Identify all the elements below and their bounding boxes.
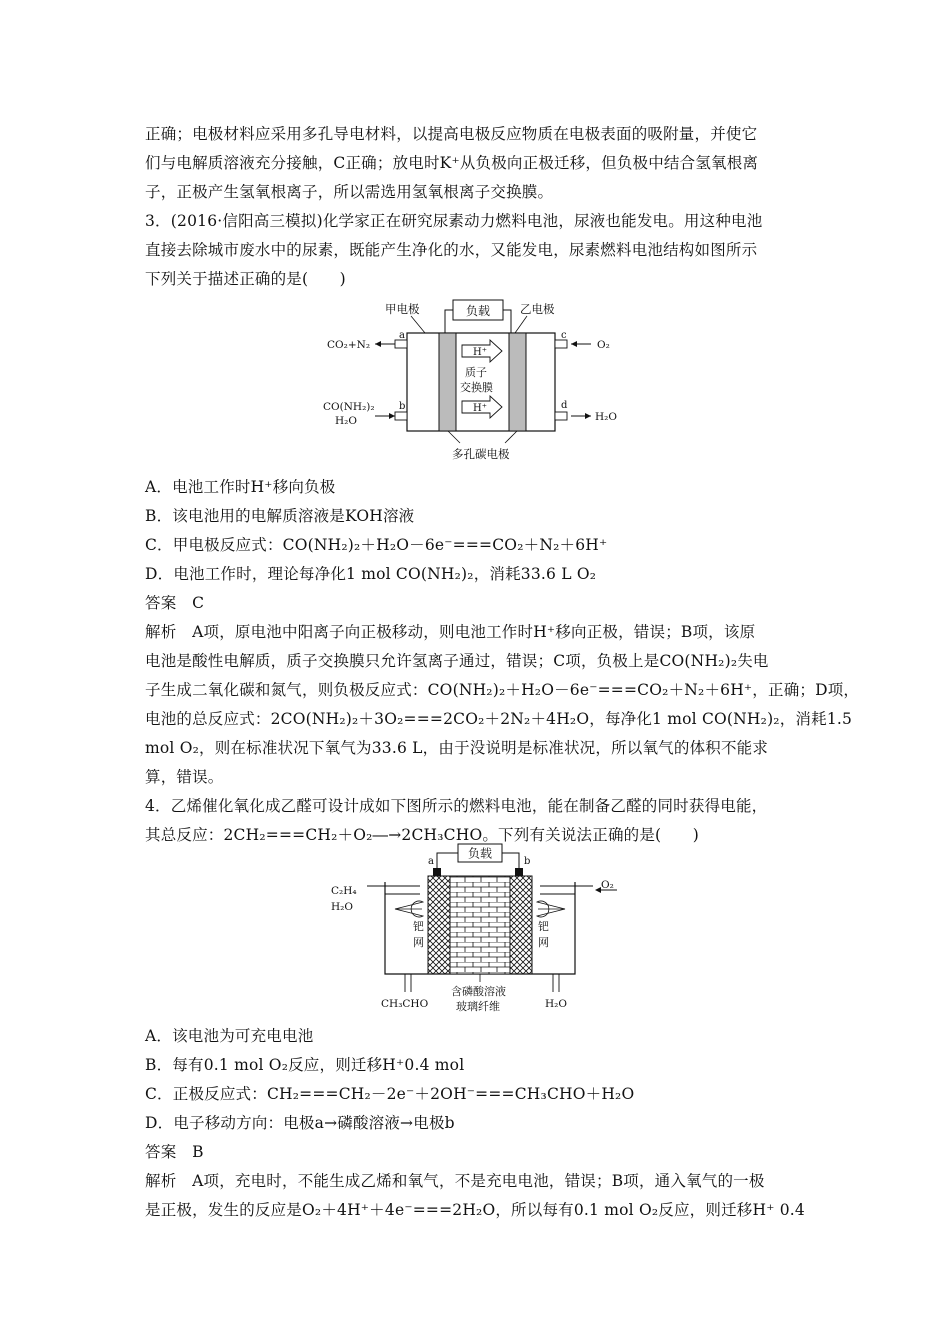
q3-analysis-line: 电池是酸性电解质，质子交换膜只允许氢离子通过，错误；C项，负极上是CO(NH₂)₂失电	[145, 652, 769, 670]
phosphoric-acid-label: 含磷酸溶液	[451, 985, 506, 998]
glass-fiber-label: 玻璃纤维	[456, 1000, 500, 1013]
palladium-label-left-1: 钯	[413, 920, 424, 933]
membrane-label-1: 质子	[465, 366, 487, 379]
ethylene-fuel-cell-diagram	[325, 842, 635, 1014]
q3-option-b: B．该电池用的电解质溶液是KOH溶液	[145, 507, 415, 525]
svg-text:d: d	[561, 400, 568, 411]
inlet-c-label: O₂	[597, 339, 610, 351]
q4-option-c: C．正极反应式：CH₂===CH₂－2e⁻＋2OH⁻===CH₃CHO＋H₂O	[145, 1085, 635, 1103]
porous-carbon-label: 多孔碳电极	[452, 447, 510, 461]
inlet-left-label-1: C₂H₄	[331, 885, 357, 897]
electrode-b-label: b	[524, 856, 531, 867]
palladium-label-right-1: 钯	[538, 920, 549, 933]
q3-stem-line: 直接去除城市废水中的尿素，既能产生净化的水，又能发电，尿素燃料电池结构如图所示	[145, 241, 758, 259]
q4-option-b: B．每有0.1 mol O₂反应，则迁移H⁺0.4 mol	[145, 1056, 465, 1074]
q4-option-a: A．该电池为可充电电池	[145, 1027, 314, 1045]
proton-label: H⁺	[473, 347, 487, 358]
q3-answer: 答案 C	[145, 594, 205, 612]
urea-fuel-cell-diagram	[315, 298, 635, 466]
q3-analysis-line: 算，错误。	[145, 768, 224, 786]
electrode-a-label: a	[428, 856, 434, 867]
q4-analysis-line: 是正极，发生的反应是O₂＋4H⁺＋4e⁻===2H₂O，所以每有0.1 mol O₂反应，则迁移H⁺ 0.4	[145, 1201, 805, 1219]
q3-stem-line: 3．(2016·信阳高三模拟)化学家正在研究尿素动力燃料电池，尿液也能发电。用这种电池	[145, 212, 763, 230]
q4-analysis-line: 解析 A项，充电时，不能生成乙烯和氧气，不是充电电池，错误；B项，通入氧气的一极	[145, 1172, 765, 1190]
electrode-left-label: 甲电极	[385, 302, 420, 316]
q4-option-d: D．电子移动方向：电极a→磷酸溶液→电极b	[145, 1114, 455, 1132]
q3-analysis-line: mol O₂，则在标准状况下氧气为33.6 L，由于没说明是标准状况，所以氧气的体积不能求	[145, 739, 769, 757]
q3-option-a: A．电池工作时H⁺移向负极	[145, 478, 336, 496]
svg-text:c: c	[561, 330, 567, 341]
palladium-label-left-2: 网	[413, 936, 424, 949]
paragraph-line: 正确；电极材料应采用多孔导电材料，以提高电极反应物质在电极表面的吸附量，并使它	[145, 125, 758, 143]
outlet-d-label: H₂O	[595, 411, 617, 423]
svg-text:b: b	[399, 401, 406, 412]
q3-analysis-line: 子生成二氧化碳和氮气，则负极反应式：CO(NH₂)₂＋H₂O－6e⁻===CO₂＋N₂＋6H⁺，正确；D项，	[145, 681, 860, 699]
electrode-right-label: 乙电极	[520, 302, 555, 316]
q4-stem-line: 其总反应：2CH₂===CH₂＋O₂―→2CH₃CHO。下列有关说法正确的是( )	[145, 826, 699, 844]
q3-analysis-line: 电池的总反应式：2CO(NH₂)₂＋3O₂===2CO₂＋2N₂＋4H₂O，每净化1 mol CO(NH₂)₂，消耗1.5	[145, 710, 853, 728]
q3-stem-line: 下列关于描述正确的是( )	[145, 270, 346, 288]
palladium-label-right-2: 网	[538, 936, 549, 949]
q3-analysis-line: 解析 A项，原电池中阳离子向正极移动，则电池工作时H⁺移向正极，错误；B项，该原	[145, 623, 756, 641]
inlet-b-label-2: H₂O	[335, 415, 357, 427]
load-label: 负载	[465, 304, 491, 318]
inlet-right-label: O₂	[601, 879, 614, 891]
q3-option-d: D．电池工作时，理论每净化1 mol CO(NH₂)₂，消耗33.6 L O₂	[145, 565, 597, 583]
outlet-left-label: CH₃CHO	[381, 998, 429, 1010]
svg-text:H⁺: H⁺	[473, 403, 487, 414]
inlet-b-label-1: CO(NH₂)₂	[323, 401, 375, 413]
inlet-left-label-2: H₂O	[331, 901, 353, 913]
paragraph-line: 们与电解质溶液充分接触，C正确；放电时K⁺从负极向正极迁移，但负极中结合氢氧根离	[145, 154, 759, 172]
svg-text:a: a	[399, 330, 405, 341]
q4-answer: 答案 B	[145, 1143, 204, 1161]
outlet-a-label: CO₂+N₂	[327, 339, 371, 351]
paragraph-line: 子，正极产生氢氧根离子，所以需选用氢氧根离子交换膜。	[145, 183, 554, 201]
outlet-right-label: H₂O	[545, 998, 567, 1010]
load-label: 负载	[467, 846, 493, 861]
q3-option-c: C．甲电极反应式：CO(NH₂)₂＋H₂O－6e⁻===CO₂＋N₂＋6H⁺	[145, 536, 608, 554]
membrane-label-2: 交换膜	[460, 381, 493, 394]
q4-stem-line: 4．乙烯催化氧化成乙醛可设计成如下图所示的燃料电池，能在制备乙醛的同时获得电能，	[145, 797, 768, 815]
